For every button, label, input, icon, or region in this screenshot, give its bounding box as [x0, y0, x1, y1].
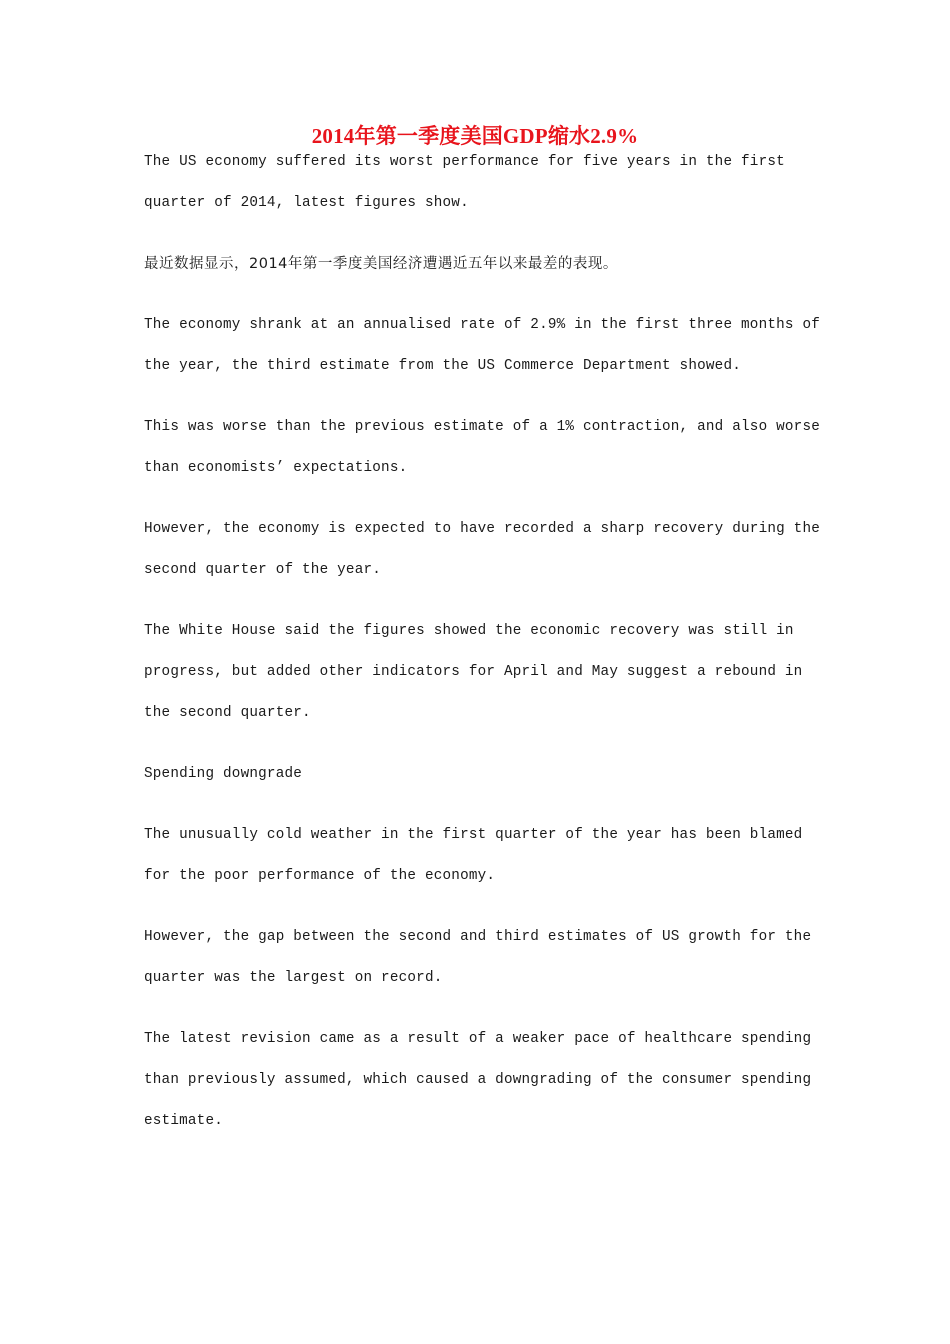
paragraph-5-line-1: However, the economy is expected to have recorded a sharp recovery during the	[144, 521, 821, 537]
paragraph-9-line-1: However, the gap between the second and third estimates of US growth for the	[144, 929, 812, 945]
paragraph-3-line-1: The economy shrank at an annualised rate of 2.9% in the first three months of	[144, 317, 821, 333]
paragraph-6-line-1: The White House said the figures showed the economic recovery was still in	[144, 623, 794, 639]
paragraph-9-line-2: quarter was the largest on record.	[144, 970, 443, 986]
paragraph-5-line-2: second quarter of the year.	[144, 562, 382, 578]
paragraph-8-line-1: The unusually cold weather in the first quarter of the year has been blamed	[144, 827, 803, 843]
paragraph-8-line-2: for the poor performance of the economy.	[144, 868, 496, 884]
paragraph-6-line-2: progress, but added other indicators for April and May suggest a rebound in	[144, 664, 803, 680]
article-title: 2014年第一季度美国GDP缩水2.9%	[311, 124, 639, 148]
paragraph-1-line-2: quarter of 2014, latest figures show.	[144, 195, 469, 211]
paragraph-10-line-1: The latest revision came as a result of a weaker pace of healthcare spending	[144, 1031, 812, 1047]
section-heading: Spending downgrade	[144, 766, 303, 782]
paragraph-10-line-2: than previously assumed, which caused a downgrading of the consumer spending	[144, 1072, 812, 1088]
paragraph-2-line-1: 最近数据显示，2014年第一季度美国经济遭遇近五年以来最差的表现。	[144, 256, 618, 272]
paragraph-10-line-3: estimate.	[144, 1113, 224, 1129]
paragraph-1-line-1: The US economy suffered its worst performance for five years in the first	[144, 154, 785, 170]
paragraph-6-line-3: the second quarter.	[144, 705, 311, 721]
paragraph-4-line-2: than economists’ expectations.	[144, 460, 408, 476]
paragraph-3-line-2: the year, the third estimate from the US Commerce Department showed.	[144, 358, 742, 374]
paragraph-4-line-1: This was worse than the previous estimate of a 1% contraction, and also worse	[144, 419, 821, 435]
